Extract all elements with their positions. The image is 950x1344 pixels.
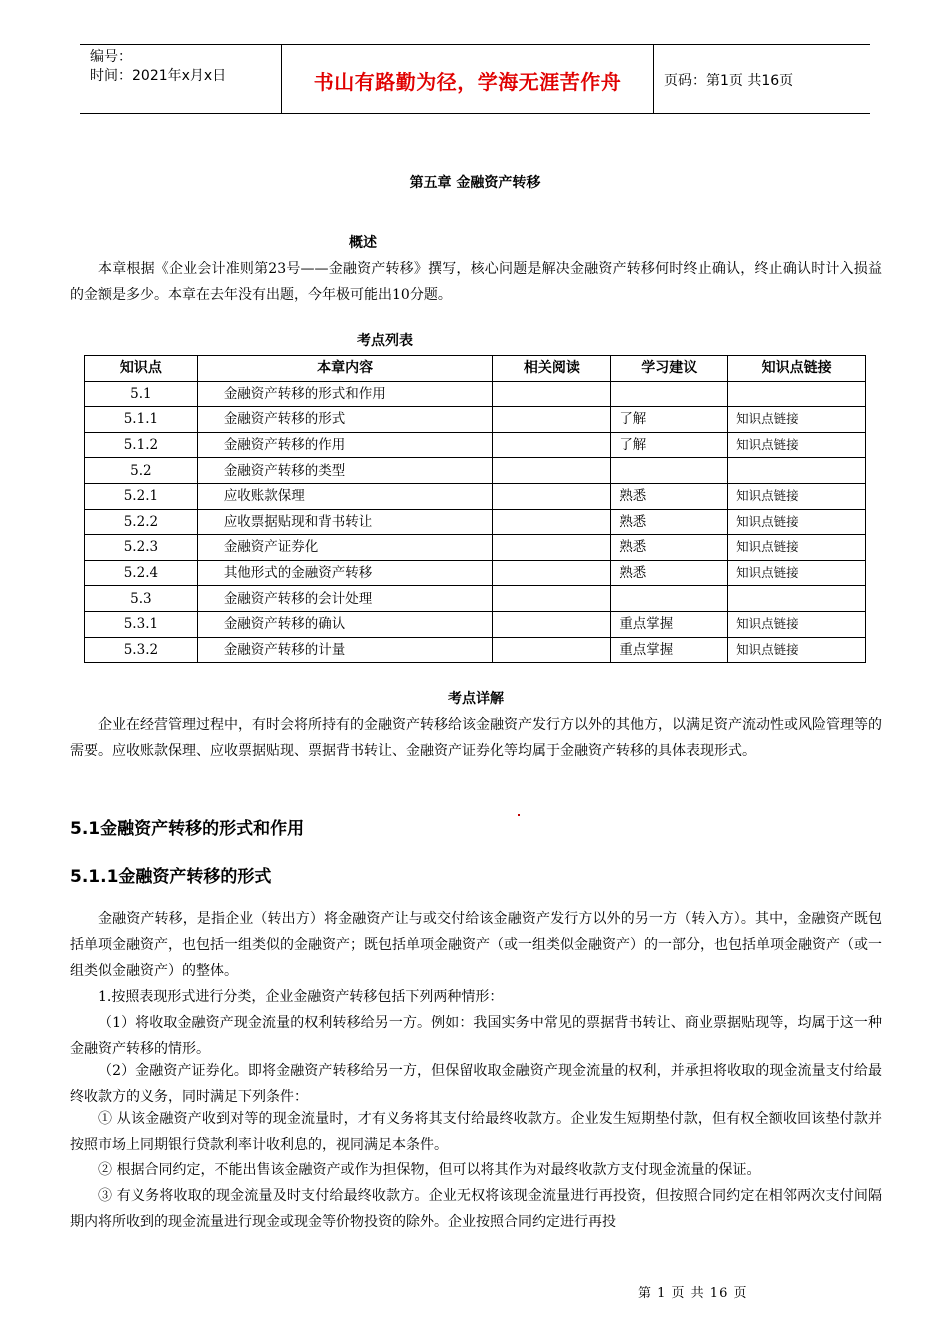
point-id: 5.2.4: [85, 560, 198, 586]
chapter-title: 第五章 金融资产转移: [409, 175, 541, 191]
point-link[interactable]: 知识点链接: [728, 483, 866, 509]
point-reading: [493, 637, 611, 663]
point-reading: [493, 381, 611, 407]
point-advice: 重点掌握: [611, 611, 728, 637]
point-reading: [493, 458, 611, 484]
point-id: 5.3: [85, 586, 198, 612]
point-advice: 了解: [611, 432, 728, 458]
body-paragraph: ③ 有义务将收取的现金流量及时支付给最终收款方。企业无权将该现金流量进行再投资，但按照合同约定在相邻两次支付间隔期内将所收到的现金流量进行现金或现金等价物投资的除外。企业按照合同约定进行再投: [70, 1188, 882, 1230]
point-content: 金融资产转移的确认: [197, 611, 493, 637]
table-row: [85, 586, 866, 612]
point-link[interactable]: 知识点链接: [728, 560, 866, 586]
point-id: 5.2.3: [85, 535, 198, 561]
points-table: [84, 355, 866, 663]
point-reading: [493, 611, 611, 637]
header-bottom-rule: [80, 113, 870, 114]
red-dot-mark: [518, 814, 520, 816]
table-row: [85, 509, 866, 535]
point-advice: 熟悉: [611, 560, 728, 586]
table-row: [85, 381, 866, 407]
point-advice: 重点掌握: [611, 637, 728, 663]
point-id: 5.1: [85, 381, 198, 407]
point-reading: [493, 586, 611, 612]
overview-title: 概述: [349, 235, 377, 251]
point-link[interactable]: 知识点链接: [728, 407, 866, 433]
header-top-rule: [80, 44, 870, 45]
point-reading: [493, 432, 611, 458]
point-reading: [493, 509, 611, 535]
point-id: 5.2.2: [85, 509, 198, 535]
point-id: 5.2: [85, 458, 198, 484]
header-divider: [653, 44, 654, 114]
col-header: 知识点链接: [728, 356, 866, 382]
point-link[interactable]: 知识点链接: [728, 509, 866, 535]
details-title: 考点详解: [448, 691, 504, 707]
point-link[interactable]: 知识点链接: [728, 611, 866, 637]
point-content: 金融资产转移的会计处理: [197, 586, 493, 612]
table-row: [85, 637, 866, 663]
time-label: 时间：2021年x月x日: [90, 68, 227, 84]
point-content: 金融资产转移的形式和作用: [197, 381, 493, 407]
point-content: 应收票据贴现和背书转让: [197, 509, 493, 535]
col-header: 相关阅读: [493, 356, 611, 382]
details-paragraph: 企业在经营管理过程中，有时会将所持有的金融资产转移给该金融资产发行方以外的其他方，以满足资产流动性或风险管理等的需要。应收账款保理、应收票据贴现、票据背书转让、金融资产证券化等均属于金融资产转移的具体表现形式。: [70, 717, 882, 759]
header-page-info: 页码：第1页 共16页: [664, 73, 794, 89]
point-link[interactable]: 知识点链接: [728, 535, 866, 561]
points-table-title: 考点列表: [357, 333, 413, 349]
table-row: [85, 407, 866, 433]
table-row: [85, 432, 866, 458]
point-id: 5.1.2: [85, 432, 198, 458]
table-row: [85, 560, 866, 586]
table-row: [85, 611, 866, 637]
point-link[interactable]: 知识点链接: [728, 432, 866, 458]
point-advice: [611, 381, 728, 407]
point-content: 其他形式的金融资产转移: [197, 560, 493, 586]
point-advice: [611, 458, 728, 484]
number-label: 编号：: [90, 49, 132, 65]
point-content: 金融资产转移的类型: [197, 458, 493, 484]
page-footer: 第 1 页 共 16 页: [638, 1286, 748, 1301]
body-paragraph: 金融资产转移，是指企业（转出方）将金融资产让与或交付给该金融资产发行方以外的另一方（转入方）。其中，金融资产既包括单项金融资产，也包括一组类似的金融资产；既包括单项金融资产（或一组类似金融资产）的一部分，也包括单项金融资产（或一组类似金融资产）的整体。: [70, 911, 882, 979]
point-advice: [611, 586, 728, 612]
body-paragraph: ① 从该金融资产收到对等的现金流量时，才有义务将其支付给最终收款方。企业发生短期垫付款，但有权全额收回该垫付款并按照市场上同期银行贷款利率计收利息的，视同满足本条件。: [70, 1111, 882, 1153]
point-link[interactable]: [728, 586, 866, 612]
section-heading-5-1-1: 5.1.1金融资产转移的形式: [70, 867, 272, 887]
point-link[interactable]: 知识点链接: [728, 637, 866, 663]
header-meta: [90, 48, 226, 86]
point-content: 金融资产转移的计量: [197, 637, 493, 663]
point-reading: [493, 407, 611, 433]
body-paragraph: （2）金融资产证券化。即将金融资产转移给另一方，但保留收取金融资产现金流量的权利，并承担将收取的现金流量支付给最终收款方的义务，同时满足下列条件：: [70, 1063, 882, 1105]
point-id: 5.1.1: [85, 407, 198, 433]
point-id: 5.2.1: [85, 483, 198, 509]
point-reading: [493, 535, 611, 561]
point-link[interactable]: [728, 381, 866, 407]
point-content: 金融资产证券化: [197, 535, 493, 561]
col-header: 学习建议: [611, 356, 728, 382]
point-advice: 了解: [611, 407, 728, 433]
body-paragraph: （1）将收取金融资产现金流量的权利转移给另一方。例如：我国实务中常见的票据背书转让、商业票据贴现等，均属于这一种金融资产转移的情形。: [70, 1015, 882, 1057]
point-content: 金融资产转移的作用: [197, 432, 493, 458]
table-row: [85, 535, 866, 561]
point-advice: 熟悉: [611, 535, 728, 561]
point-id: 5.3.1: [85, 611, 198, 637]
table-row: [85, 483, 866, 509]
point-content: 应收账款保理: [197, 483, 493, 509]
table-header-row: [85, 356, 866, 382]
point-content: 金融资产转移的形式: [197, 407, 493, 433]
header-motto: 书山有路勤为径，学海无涯苦作舟: [313, 70, 622, 94]
overview-paragraph: 本章根据《企业会计准则第23号——金融资产转移》撰写，核心问题是解决金融资产转移何时终止确认，终止确认时计入损益的金额是多少。本章在去年没有出题，今年极可能出10分题。: [70, 261, 882, 303]
point-link[interactable]: [728, 458, 866, 484]
point-reading: [493, 483, 611, 509]
body-paragraph: 1.按照表现形式进行分类，企业金融资产转移包括下列两种情形：: [98, 989, 504, 1005]
col-header: 本章内容: [197, 356, 493, 382]
section-heading-5-1: 5.1金融资产转移的形式和作用: [70, 819, 305, 839]
point-advice: 熟悉: [611, 483, 728, 509]
point-reading: [493, 560, 611, 586]
point-id: 5.3.2: [85, 637, 198, 663]
body-paragraph: ② 根据合同约定，不能出售该金融资产或作为担保物，但可以将其作为对最终收款方支付现金流量的保证。: [98, 1162, 761, 1178]
table-row: [85, 458, 866, 484]
col-header: 知识点: [85, 356, 198, 382]
point-advice: 熟悉: [611, 509, 728, 535]
